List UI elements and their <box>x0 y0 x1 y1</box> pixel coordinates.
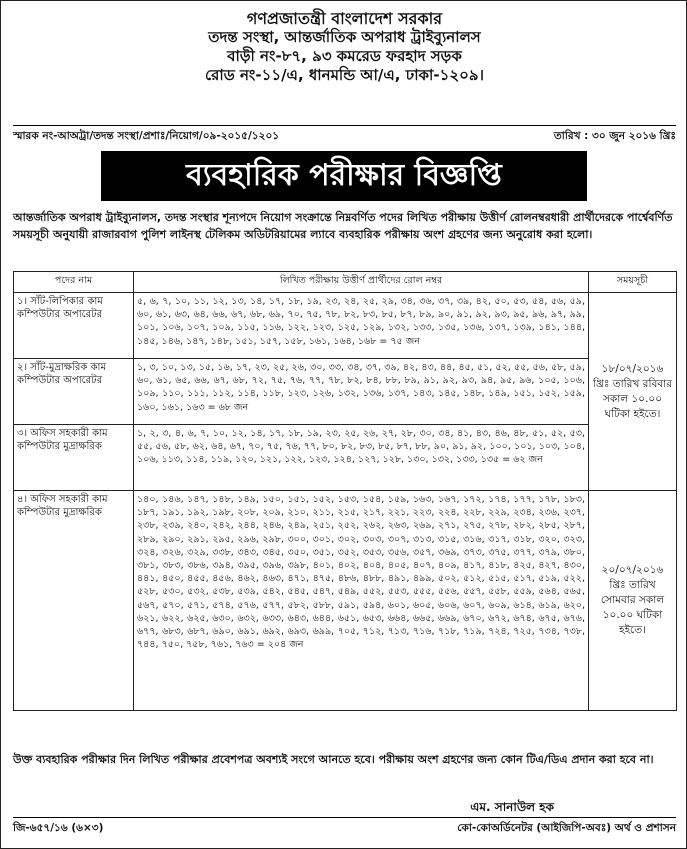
govt-name: গণপ্রজাতন্ত্রী বাংলাদেশ সরকার <box>246 9 443 28</box>
memo-number: স্মারক নং-আঅট্রা/তদন্ত সংস্থা/প্রশাঃ/নিয়োগ/০৯-২০১৫/১২০১ <box>13 130 280 142</box>
signatory-designation: কো-কোঅর্ডিনেটর (আইজিপি-অবঃ) অর্থ ও প্রশাসন <box>457 822 676 834</box>
schedule-cell: ১৮/০৭/২০১৬ খ্রিঃ তারিখ রবিবার সকাল ১০.০০ ঘটিকা হইতে। <box>589 293 677 491</box>
ref-code: জি-৬৫৭/১৬ (৬×৩) <box>13 822 104 834</box>
table-row <box>14 425 677 491</box>
header-rule <box>13 125 676 126</box>
table-row <box>14 293 677 359</box>
post-name: ২। সাঁট-মুদ্রাক্ষরিক কাম কম্পিউটার অপারেটর <box>14 359 134 425</box>
signatory-name: এম. সানাউল হক <box>470 800 554 814</box>
memo-date: তারিখ : ৩০ জুন ২০১৬ খ্রিঃ <box>553 130 676 142</box>
table-header-row <box>14 272 677 293</box>
address-line-1: বাড়ী নং-৮৭, ৯৩ কমরেড ফরহাদ সড়ক <box>227 47 462 65</box>
roll-numbers: ৫, ৬, ৭, ১০, ১১, ১২, ১৩, ১৪, ১৭, ১৮, ১৯, ২৩, ২৪, ২৫, ২৯, ৩৪, ৩৬, ৩৭, ৩৯, ৪২, ৫০, ৫৩, ৫৪, ৫৬, ৫৯, ৬০, ৬১, ৬৩, ৬৪, ৬৬, ৬৭, ৬৮, ৬৯, ৭০, ৭৫, ৭৮, ৮২, ৮৩, ৮৫, ৮৭, ৮৯, ৯০, ৯১, ৯২, ৯৩, ৯৫, ৯৬, ৯৭, ৯৯, ১০১, ১০৬, ১০৭, ১০৯, ১১৫, ১১৬, ১২২, ১২৩, ১২৫, ১২৯, ১৩২, ১৩৩, ১৩৫, ১৩৬, ১৩৭, ১৩৯, ১৪১, ১৪৪, ১৪৫, ১৪৬, ১৪৭, ১৪৮, ১৫১, ১৫৭, ১৫৮, ১৬১, ১৬৪, ১৬৮ = ৭৫ জন <box>134 293 589 359</box>
header-post: পদের নাম <box>14 272 134 293</box>
table-row <box>14 359 677 425</box>
intro-paragraph: আন্তর্জাতিক অপরাধ ট্রাইব্যুনালস, তদন্ত সংস্থার শূন্যপদে নিয়োগ সংক্রান্তে নিম্নবর্ণিত পদের লিখিত পরীক্ষায় উত্তীর্ণ রোলনম্বরধারী প্রার্থীদেরকে পার্শ্বেবর্ণিত সময়সূচী অনুযায়ী রাজারবাগ পুলিশ লাইনস্থ টেলিকম অডিটরিয়ামের ল্যাবে ব্যবহারিক পরীক্ষায় অংশ গ্রহণের জন্য অনুরোধ করা হলো। <box>13 211 673 241</box>
roll-numbers: ১৪০, ১৪৬, ১৪৭, ১৪৮, ১৪৯, ১৫০, ১৫১, ১৫২, ১৫৩, ১৫৪, ১৫৯, ১৬৩, ১৬৭, ১৭২, ১৭৪, ১৭৭, ১৭৮, ১৮৩, ১৮৭, ১৯১, ১৯২, ১৯৮, ২০৮, ২০৯, ২১০, ২১১, ২১৫, ২১৭, ২২১, ২২৩, ২২৪, ২২৮, ২২৯, ২৩৪, ২৩৬, ২৩৭, ২৩৮, ২৩৯, ২৪০, ২৪২, ২৪৪, ২৪৬, ২৪৯, ২৫১, ২৫২, ২৬২, ২৬৩, ২৬৯, ২৭১, ২৭৫, ২৭৮, ২৮২, ২৮৫, ২৮৭, ২৮৯, ২৯০, ২৯১, ২৯৫, ২৯৬, ২৯৮, ৩০০, ৩০১, ৩০২, ৩০৩, ৩০৭, ৩১৩, ৩১৫, ৩১৬, ৩১৭, ৩১৮, ৩২০, ৩২৩, ৩২৪, ৩২৬, ৩২৯, ৩৩৮, ৩৪৩, ৩৪৫, ৩৫০, ৩৫১, ৩৫২, ৩৫৩, ৩৫৬, ৩৫৭, ৩৬৯, ৩৭৩, ৩৭৫, ৩৭৭, ৩৭৯, ৩৮০, ৩৮১, ৩৮৩, ৩৮৬, ৩৯৪, ৩৯৫, ৩৯৬, ৩৯৮, ৪০১, ৪০২, ৪০৪, ৪০৫, ৪০৭, ৪০৯, ৪১৭, ৪১৮, ৪২৫, ৪২৭, ৪৩০, ৪৪১, ৪৫০, ৪৫৫, ৪৫৬, ৪৬২, ৪৬৩, ৪৭১, ৪৭৫, ৪৮৬, ৪৮৮, ৪৯১, ৪৯৯, ৫০২, ৫১২, ৫১৫, ৫১৭, ৫১৯, ৫২২, ৫২৮, ৫৩০, ৫৩২, ৫৩৮, ৫৩৯, ৫৪২, ৫৪৫, ৫৪৭, ৫৪৯, ৫৫২, ৫৫৩, ৫৫৫, ৫৫৬, ৫৫৭, ৫৫৮, ৫৫৯, ৫৬৪, ৫৬৫, ৫৬৭, ৫৭০, ৫৭১, ৫৭৪, ৫৭৬, ৫৭৭, ৫৮২, ৫৮৮, ৫৯১, ৫৯৪, ৬০১, ৬০৫, ৬০৬, ৬০৭, ৬০৯, ৬১৪, ৬১৯, ৬২০, ৬২১, ৬২২, ৬২৫, ৬৩০, ৬৩২, ৬৩৩, ৬৪৩, ৬৪৪, ৬৫১, ৬৫৩, ৬৬৪, ৬৬৫, ৬৬৯, ৬৭০, ৬৭২, ৬৭৪, ৬৭৫, ৬৭৬, ৬৭৭, ৬৮৩, ৬৮৭, ৬৯০, ৬৯১, ৬৯২, ৬৯৩, ৬৯৯, ৭০৫, ৭১২, ৭১৩, ৭১৬, ৭১৮, ৭১৯, ৭২৪, ৭২৫, ৭৩৪, ৭৩৮, ৭৪৪, ৭৫০, ৭৫৮, ৭৬১, ৭৬৩ = ২০৪ জন <box>134 491 589 711</box>
exam-table <box>13 271 677 711</box>
schedule-cell: ২০/০৭/২০১৬ খ্রিঃ তারিখ সোমবার সকাল ১০.০০ ঘটিকা হইতে। <box>589 491 677 711</box>
address-line-2: রোড নং-১১/এ, ধানমন্ডি আ/এ, ঢাকা-১২০৯। <box>205 66 484 84</box>
footer-rule <box>13 817 676 818</box>
post-name: ৩। অফিস সহকারী কাম কম্পিউটার মুদ্রাক্ষরিক <box>14 425 134 491</box>
footnote: উক্ত ব্যবহারিক পরীক্ষার দিন লিখিত পরীক্ষার প্রবেশপত্র অবশ্যই সংগে আনতে হবে। পরীক্ষায় অংশ গ্রহণের জন্য কোন টিএ/ডিএ প্রদান করা হবে না। <box>13 753 654 766</box>
roll-numbers: ১, ৩, ১০, ১৩, ১৫, ১৬, ১৭, ২৩, ২৫, ২৬, ৩০, ৩৩, ৩৪, ৩৭, ৩৯, ৪২, ৪৩, ৪৪, ৪৫, ৫১, ৫২, ৫৫, ৫৬, ৫৮, ৫৯, ৬০, ৬১, ৬৫, ৬৬, ৬৭, ৬৮, ৭২, ৭৫, ৭৬, ৭৭, ৭৮, ৮২, ৮৪, ৮৮, ৮৯, ৯১, ৯২, ৯৩, ৯৪, ৯৫, ৯৬, ১০৫, ১০৬, ১০৯, ১১০, ১১১, ১১২, ১১৪, ১১৮, ১২৩, ১২৬, ১৩২, ১৩৬, ১৩৭, ১৪৩, ১৪৫, ১৪৮, ১৪৯, ১৫১, ১৫২, ১৫৯, ১৬০, ১৬১, ১৬৩ = ৬৮ জন <box>134 359 589 425</box>
letterhead <box>1 9 687 85</box>
agency-name: তদন্ত সংস্থা, আন্তর্জাতিক অপরাধ ট্রাইব্যুনালস <box>208 28 481 46</box>
post-name: ৪। অফিস সহকারী কাম কম্পিউটার মুদ্রাক্ষরিক <box>14 491 134 711</box>
header-schedule: সময়সূচী <box>589 272 677 293</box>
header-rolls: লিখিত পরীক্ষায় উত্তীর্ণ প্রার্থীদের রোল নম্বর <box>134 272 589 293</box>
table-row <box>14 491 677 711</box>
post-name: ১। সাঁট-লিপিকার কাম কম্পিউটার অপারেটর <box>14 293 134 359</box>
notice-title: ব্যবহারিক পরীক্ষার বিজ্ঞপ্তি <box>101 151 587 201</box>
roll-numbers: ১, ২, ৩, ৪, ৬, ৭, ১০, ১২, ১৪, ১৭, ১৮, ১৯, ২৩, ২৫, ২৬, ২৭, ২৮, ৩০, ৩৪, ৪১, ৪৩, ৪৬, ৪৮, ৫১, ৫২, ৫৩, ৫৫, ৫৬, ৫৮, ৬২, ৬৪, ৬৭, ৭০, ৭৫, ৭৬, ৭৭, ৮০, ৮২, ৮৩, ৮৫, ৮৭, ৮৮, ৯০, ৯১, ৯২, ১০০, ১০১, ১০৩, ১০৪, ১০৬, ১১৩, ১১৪, ১১৯, ১২০, ১২১, ১২২, ১২৩, ১২৪, ১২৭, ১২৮, ১৩০, ১৩২, ১৩৩, ১৩৫ = ৬২ জন <box>134 425 589 491</box>
